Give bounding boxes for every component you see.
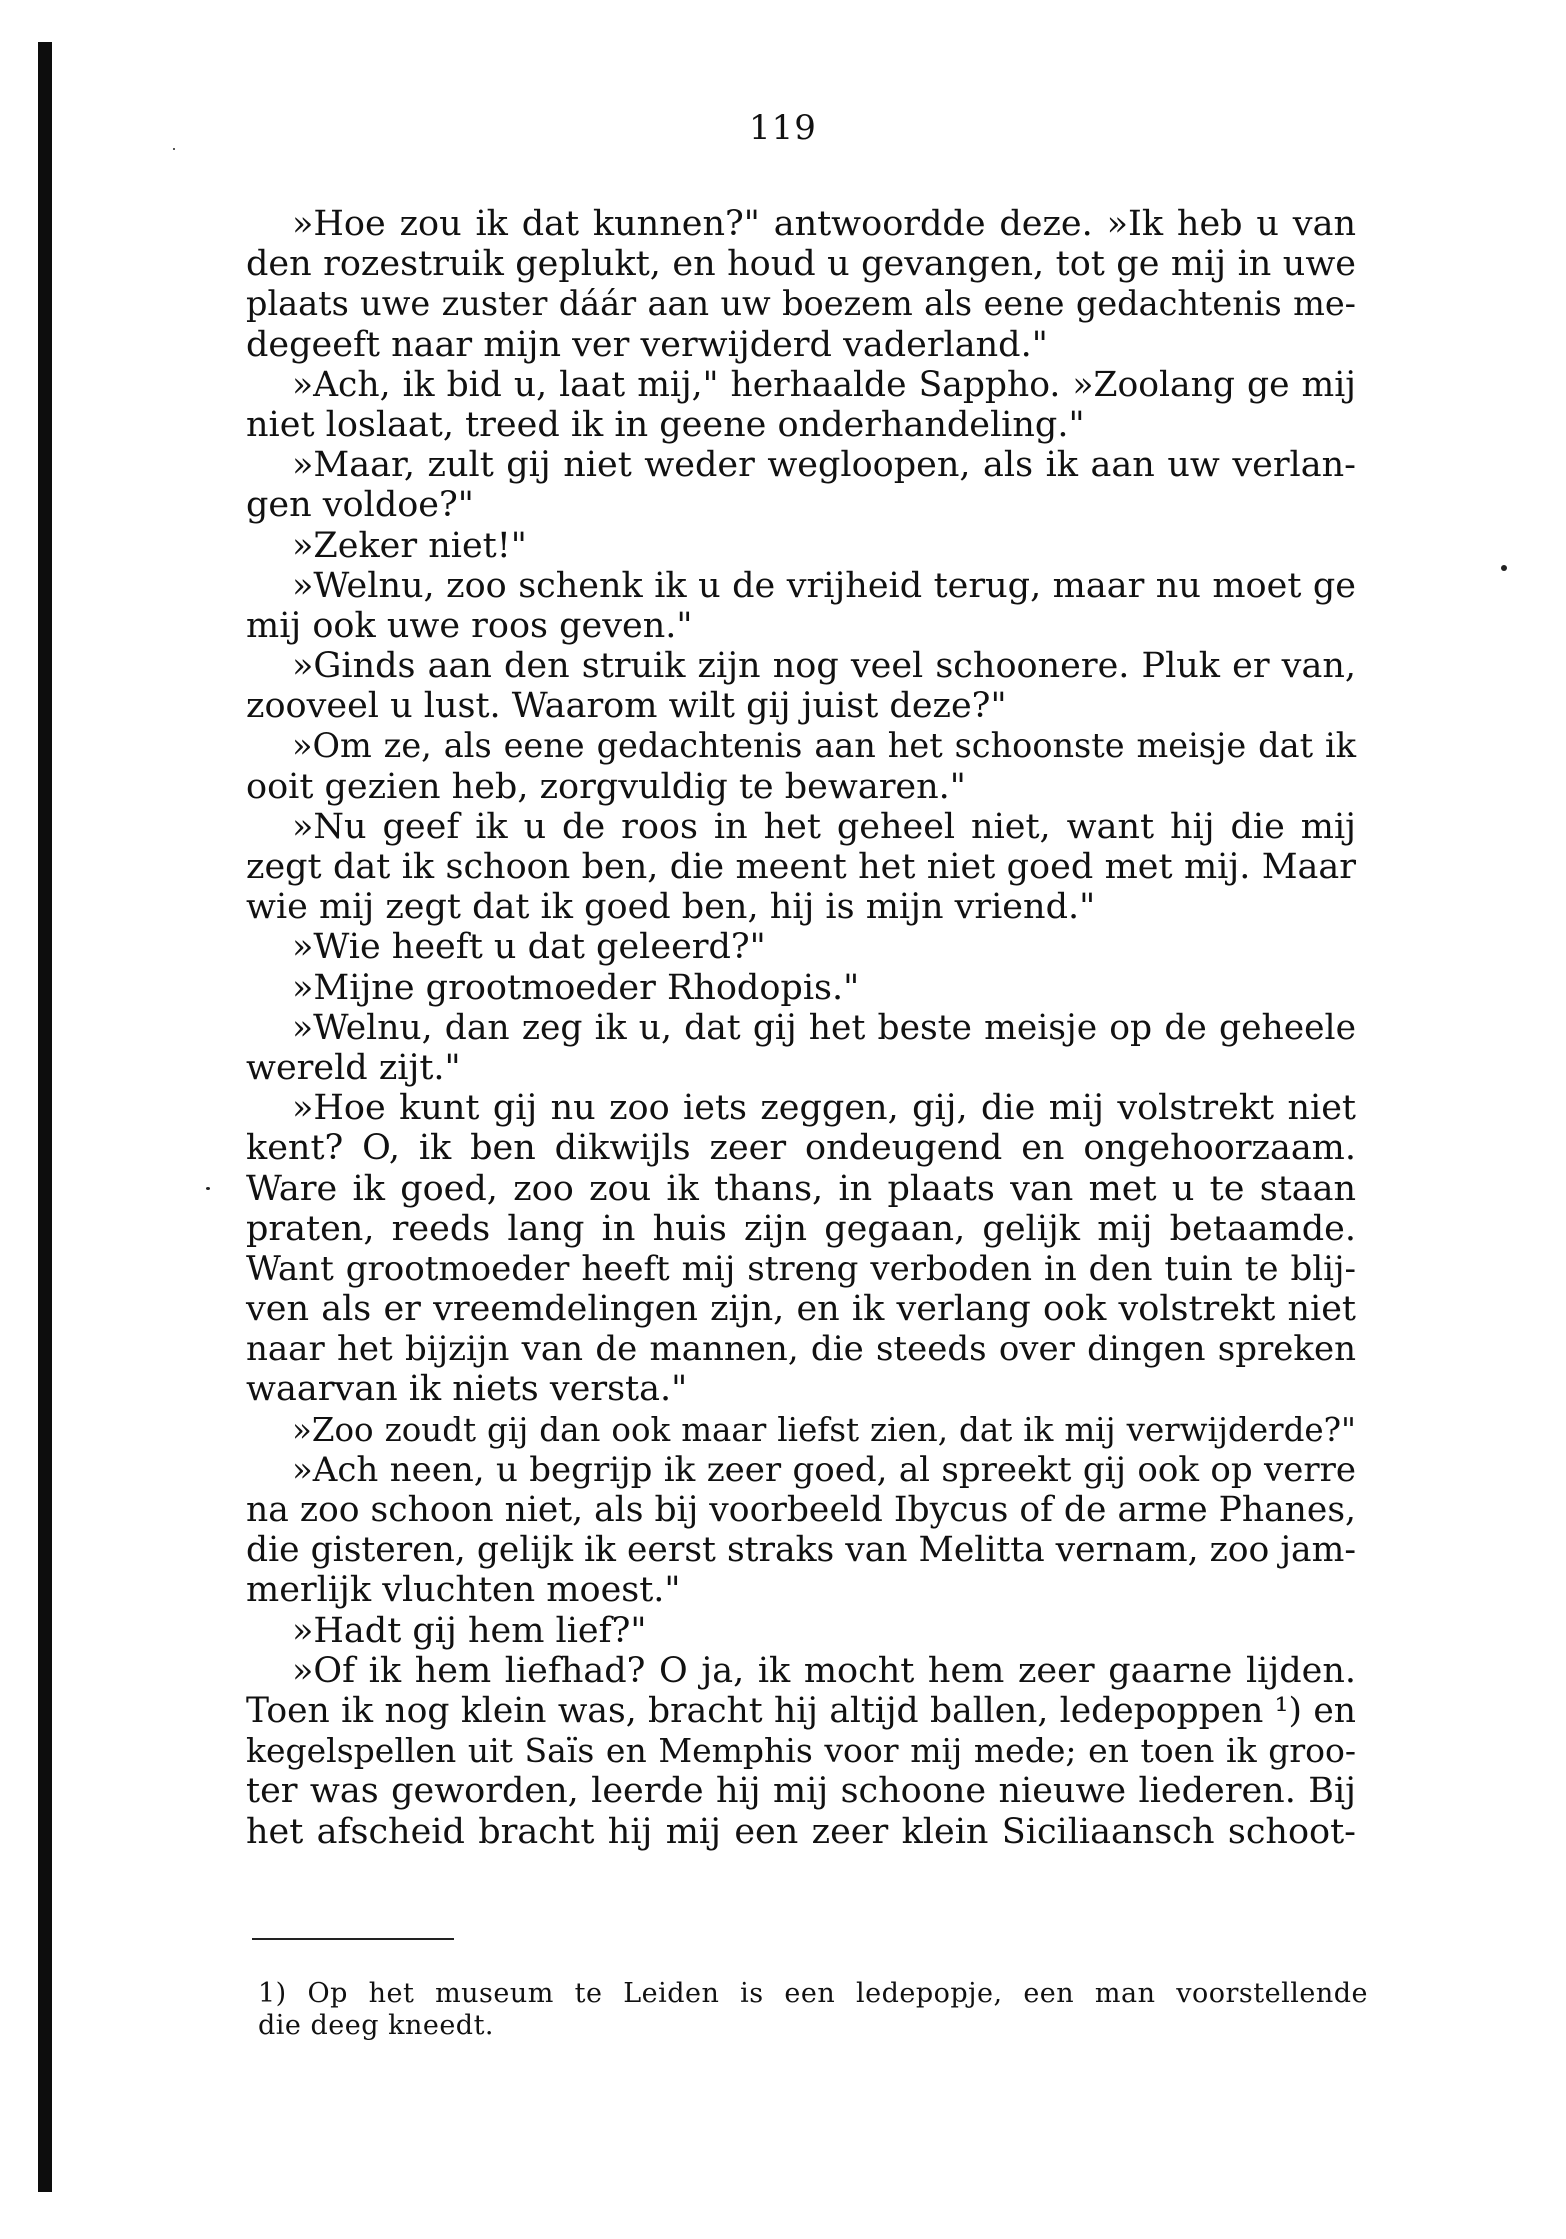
text-line: naar het bijzijn van de mannen, die steeds over dingen spreken: [246, 1329, 1356, 1370]
text-line: plaats uwe zuster dáár aan uw boezem als eene gedachtenis me-: [246, 284, 1356, 324]
print-speck: [1501, 565, 1507, 571]
text-line: wie mij zegt dat ik goed ben, hij is mijn vriend.": [246, 887, 1096, 928]
binding-edge: [38, 42, 52, 2192]
text-line: na zoo schoon niet, als bij voorbeeld Ibycus of de arme Phanes,: [246, 1490, 1356, 1530]
text-line: kent? O, ik ben dikwijls zeer ondeugend en ongehoorzaam.: [246, 1128, 1356, 1169]
text-line: degeeft naar mijn ver verwijderd vaderland.": [246, 324, 1048, 365]
text-line: ven als er vreemdelingen zijn, en ik verlang ook volstrekt niet: [246, 1289, 1356, 1330]
text-line: »Om ze, als eene gedachtenis aan het schoonste meisje dat ik: [292, 726, 1356, 766]
text-line: »Hoe zou ik dat kunnen?" antwoordde deze. »Ik heb u van: [292, 204, 1356, 244]
text-line: »Welnu, zoo schenk ik u de vrijheid terug, maar nu moet ge: [292, 565, 1356, 606]
print-speck: [173, 148, 175, 150]
text-line: die gisteren, gelijk ik eerst straks van Melitta vernam, zoo jam-: [246, 1530, 1356, 1571]
text-line: »Zeker niet!": [292, 525, 527, 566]
text-line: zooveel u lust. Waarom wilt gij juist deze?": [246, 686, 1007, 727]
text-line: »Of ik hem liefhad? O ja, ik mocht hem zeer gaarne lijden.: [292, 1650, 1356, 1691]
footnote-line: 1) Op het museum te Leiden is een ledepopje, een man voorstellende: [258, 1978, 1368, 2009]
text-line: »Wie heeft u dat geleerd?": [292, 927, 766, 968]
body-text: [246, 204, 1356, 1852]
print-speck: [206, 1187, 210, 1190]
text-line: Ware ik goed, zoo zou ik thans, in plaats van met u te staan: [246, 1168, 1356, 1209]
text-line: Want grootmoeder heeft mij streng verboden in den tuin te blij-: [246, 1248, 1356, 1289]
text-line: »Maar, zult gij niet weder wegloopen, als ik aan uw verlan-: [292, 445, 1356, 486]
text-line: »Ach, ik bid u, laat mij," herhaalde Sappho. »Zoolang ge mij: [292, 364, 1356, 405]
text-line: praten, reeds lang in huis zijn gegaan, gelijk mij betaamde.: [246, 1208, 1356, 1249]
text-line: »Mijne grootmoeder Rhodopis.": [292, 967, 860, 1008]
text-line: wereld zijt.": [246, 1047, 461, 1088]
text-line: merlijk vluchten moest.": [246, 1570, 681, 1611]
text-line: kegelspellen uit Saïs en Memphis voor mij mede; en toen ik groo-: [246, 1731, 1356, 1771]
text-line: den rozestruik geplukt, en houd u gevangen, tot ge mij in uwe: [246, 244, 1356, 285]
text-line: ooit gezien heb, zorgvuldig te bewaren.": [246, 766, 966, 807]
text-line: het afscheid bracht hij mij een zeer klein Siciliaansch schoot-: [246, 1811, 1356, 1852]
footnote-rule: [252, 1938, 454, 1940]
text-line: niet loslaat, treed ik in geene onderhandeling.": [246, 404, 1085, 445]
text-line: »Nu geef ik u de roos in het geheel niet, want hij die mij: [292, 806, 1356, 847]
text-line: gen voldoe?": [246, 485, 474, 526]
text-line: »Zoo zoudt gij dan ook maar liefst zien, dat ik mij verwijderde?": [292, 1410, 1356, 1449]
text-line: »Hadt gij hem lief?": [292, 1610, 647, 1651]
text-line: Toen ik nog klein was, bracht hij altijd ballen, ledepoppen ¹) en: [246, 1690, 1356, 1731]
text-line: »Hoe kunt gij nu zoo iets zeggen, gij, die mij volstrekt niet: [292, 1088, 1356, 1129]
text-line: »Ginds aan den struik zijn nog veel schoonere. Pluk er van,: [292, 646, 1356, 687]
text-line: mij ook uwe roos geven.": [246, 605, 693, 646]
text-line: zegt dat ik schoon ben, die meent het niet goed met mij. Maar: [246, 847, 1356, 887]
page-number: 119: [749, 108, 817, 148]
text-line: waarvan ik niets versta.": [246, 1369, 688, 1410]
footnotes: [258, 1978, 1368, 2042]
footnote-line: die deeg kneedt.: [258, 2010, 495, 2041]
text-line: »Welnu, dan zeg ik u, dat gij het beste meisje op de geheele: [292, 1007, 1356, 1048]
text-line: ter was geworden, leerde hij mij schoone nieuwe liederen. Bij: [246, 1771, 1356, 1812]
text-line: »Ach neen, u begrijp ik zeer goed, al spreekt gij ook op verre: [292, 1449, 1356, 1490]
